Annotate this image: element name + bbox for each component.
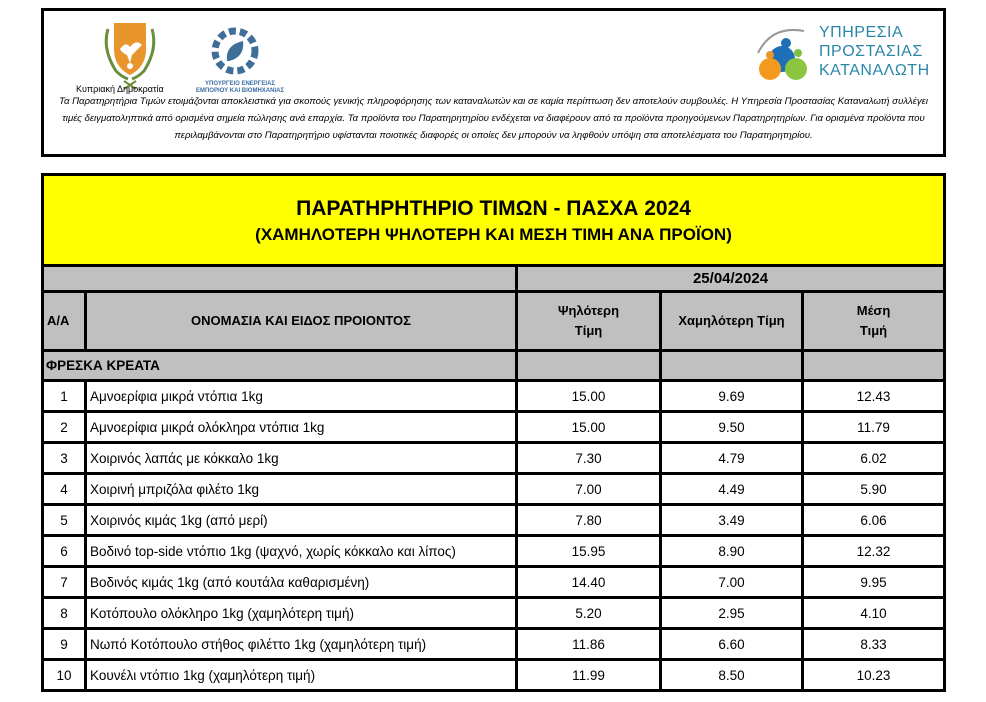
table-row — [43, 629, 945, 660]
product-name: Βοδινό top-side ντόπιο 1kg (ψαχνό, χωρίς κόκκαλο και λίπος) — [86, 536, 517, 567]
price-observatory-table — [41, 173, 943, 692]
table-row — [43, 567, 945, 598]
highest-price: 11.99 — [517, 660, 661, 691]
ministry-gear-leaf-icon — [199, 21, 271, 81]
product-name: Κοτόπουλο ολόκληρο 1kg (χαμηλότερη τιμή) — [86, 598, 517, 629]
lowest-price: 2.95 — [661, 598, 803, 629]
column-header-high — [517, 292, 661, 351]
table-date: 25/04/2024 — [517, 266, 945, 292]
row-number: 6 — [43, 536, 86, 567]
avg-header-line1: Μέση — [856, 303, 891, 318]
highest-price: 15.00 — [517, 412, 661, 443]
product-name: Χοιρινός κιμάς 1kg (από μερί) — [86, 505, 517, 536]
table-title: ΠΑΡΑΤΗΡΗΤΗΡΙΟ ΤΙΜΩΝ - ΠΑΣΧΑ 2024 — [296, 197, 691, 220]
row-number: 2 — [43, 412, 86, 443]
row-number: 9 — [43, 629, 86, 660]
lowest-price: 4.49 — [661, 474, 803, 505]
table-title-cell — [43, 175, 945, 266]
average-price: 9.95 — [803, 567, 945, 598]
table-row — [43, 505, 945, 536]
product-name: Αμνοερίφια μικρά ντόπια 1kg — [86, 381, 517, 412]
ministry-label-line2: ΕΜΠΟΡΙΟΥ ΚΑΙ ΒΙΟΜΗΧΑΝΙΑΣ — [195, 88, 285, 94]
average-price: 10.23 — [803, 660, 945, 691]
lowest-price: 7.00 — [661, 567, 803, 598]
category-blank-low — [661, 351, 803, 381]
column-header-aa: Α/Α — [43, 292, 86, 351]
table-row — [43, 536, 945, 567]
highest-price: 15.00 — [517, 381, 661, 412]
table-row — [43, 598, 945, 629]
consumer-protection-logo-text — [819, 23, 930, 80]
date-row-blank — [43, 266, 517, 292]
row-number: 4 — [43, 474, 86, 505]
row-number: 8 — [43, 598, 86, 629]
row-number: 5 — [43, 505, 86, 536]
lowest-price: 6.60 — [661, 629, 803, 660]
consumer-logo-line2: ΠΡΟΣΤΑΣΙΑΣ — [819, 43, 923, 60]
highest-price: 7.80 — [517, 505, 661, 536]
lowest-price: 4.79 — [661, 443, 803, 474]
average-price: 8.33 — [803, 629, 945, 660]
table-row — [43, 660, 945, 691]
average-price: 6.02 — [803, 443, 945, 474]
product-name: Βοδινός κιμάς 1kg (από κουτάλα καθαρισμένη) — [86, 567, 517, 598]
highest-price: 11.86 — [517, 629, 661, 660]
column-header-low: Χαμηλότερη Τίμη — [661, 292, 803, 351]
average-price: 5.90 — [803, 474, 945, 505]
table-row — [43, 443, 945, 474]
high-header-line2: Τίμη — [574, 323, 603, 338]
average-price: 11.79 — [803, 412, 945, 443]
row-number: 3 — [43, 443, 86, 474]
column-header-name: ΟΝΟΜΑΣΙΑ ΚΑΙ ΕΙΔΟΣ ΠΡΟΙΟΝΤΟΣ — [86, 292, 517, 351]
column-header-avg — [803, 292, 945, 351]
cyprus-coat-of-arms-icon — [92, 19, 168, 93]
high-header-line1: Ψηλότερη — [557, 303, 620, 318]
product-name: Αμνοερίφια μικρά ολόκληρα ντόπια 1kg — [86, 412, 517, 443]
lowest-price: 8.50 — [661, 660, 803, 691]
consumer-logo-line1: ΥΠΗΡΕΣΙΑ — [819, 24, 904, 41]
average-price: 6.06 — [803, 505, 945, 536]
lowest-price: 8.90 — [661, 536, 803, 567]
table-row — [43, 412, 945, 443]
lowest-price: 9.69 — [661, 381, 803, 412]
lowest-price: 9.50 — [661, 412, 803, 443]
product-name: Χοιρινή μπριζόλα φιλέτο 1kg — [86, 474, 517, 505]
average-price: 12.32 — [803, 536, 945, 567]
product-name: Κουνέλι ντόπιο 1kg (χαμηλότερη τιμή) — [86, 660, 517, 691]
table-row — [43, 381, 945, 412]
avg-header-line2: Τιμή — [859, 323, 888, 338]
ministry-label-line1: ΥΠΟΥΡΓΕΙΟ ΕΝΕΡΓΕΙΑΣ — [205, 81, 275, 87]
row-number: 10 — [43, 660, 86, 691]
highest-price: 7.00 — [517, 474, 661, 505]
table-row — [43, 474, 945, 505]
highest-price: 14.40 — [517, 567, 661, 598]
category-blank-avg — [803, 351, 945, 381]
table-subtitle: (ΧΑΜΗΛΟΤΕΡΗ ΨΗΛΟΤΕΡΗ ΚΑΙ ΜΕΣΗ ΤΙΜΗ ΑΝΑ ΠΡΟΪΟΝ) — [255, 225, 732, 244]
highest-price: 5.20 — [517, 598, 661, 629]
product-name: Νωπό Κοτόπουλο στήθος φιλέττο 1kg (χαμηλότερη τιμή) — [86, 629, 517, 660]
category-fresh-meats: ΦΡΕΣΚΑ ΚΡΕΑΤΑ — [43, 351, 517, 381]
consumer-logo-line3: ΚΑΤΑΝΑΛΩΤΗ — [819, 62, 930, 79]
cyprus-logo-label: Κυπριακή Δημοκρατία — [76, 84, 164, 94]
highest-price: 15.95 — [517, 536, 661, 567]
row-number: 7 — [43, 567, 86, 598]
product-name: Χοιρινός λαπάς με κόκκαλο 1kg — [86, 443, 517, 474]
consumer-protection-logo-icon — [752, 23, 820, 85]
average-price: 12.43 — [803, 381, 945, 412]
lowest-price: 3.49 — [661, 505, 803, 536]
disclaimer-text: Τα Παρατηρητήρια Τιμών ετοιμάζονται αποκλειστικά για σκοπούς γενικής πληροφόρησης των καταναλωτών και σε καμία περίπτωση δεν αποτελούν συμβουλές. Η Υπηρεσία Προστασίας Καταναλωτή συλλέγει τιμές δειγματοληπτικά από ορισμένα σημεία πώλησης ανά επαρχία. Τα προϊόντα του Παρατηρητηρίου ενδέχεται να διαφέρουν από τα προϊόντα προηγούμενων Παρατηρητηρίων. Για ορισμένα προϊόντα που περιλαμβάνονται στο Παρατηρητήριο υφίστανται ποιοτικές διαφορές οι οποίες δεν μπορούν να ληφθούν υπόψη στα αποτελέσματα του Παρατηρητηρίου. — [58, 96, 929, 141]
disclaimer-box — [41, 8, 946, 157]
row-number: 1 — [43, 381, 86, 412]
average-price: 4.10 — [803, 598, 945, 629]
category-blank-high — [517, 351, 661, 381]
highest-price: 7.30 — [517, 443, 661, 474]
